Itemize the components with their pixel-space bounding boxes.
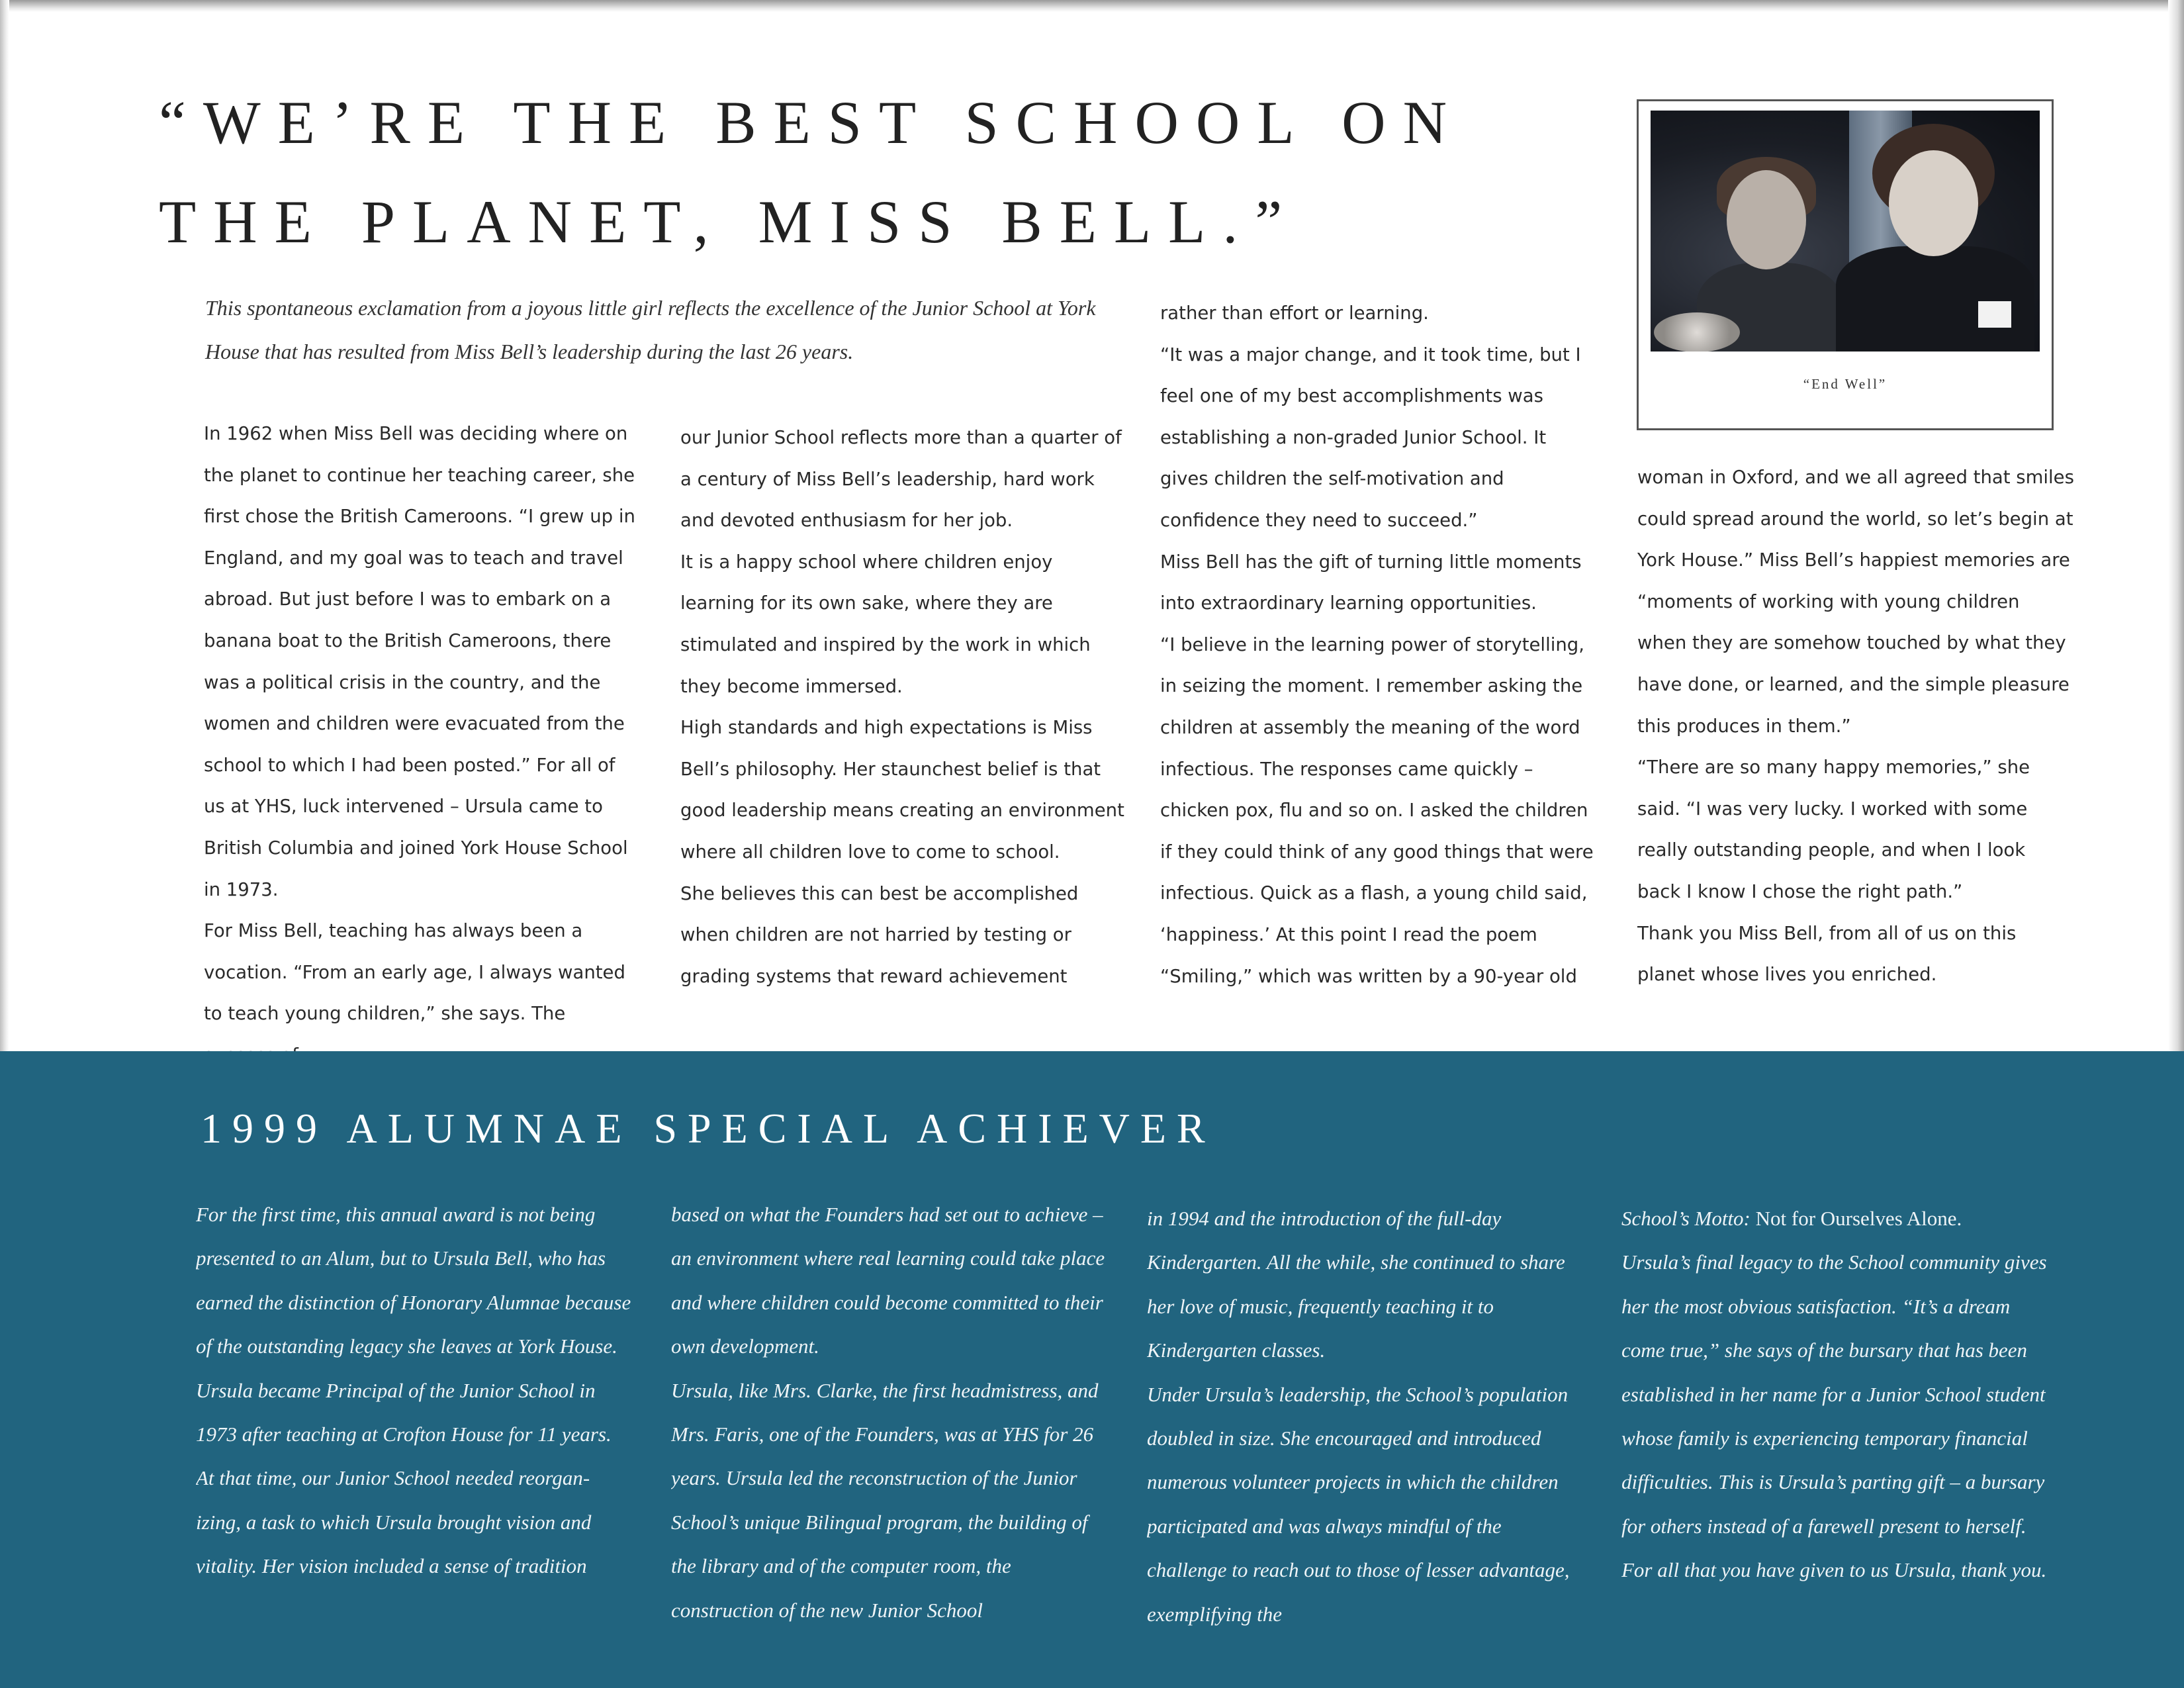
motto-label: School’s Motto: (1621, 1207, 1751, 1230)
achiever-column-3 (1147, 1197, 1584, 1636)
article-paragraph: Miss Bell has the gift of turning little moments into extraordinary learning opportunities. (1160, 551, 1582, 614)
achiever-paragraph: in 1994 and the introduction of the full-day Kindergarten. All the while, she continued to share her love of music, frequently teaching it to Kindergarten classes. (1147, 1207, 1565, 1362)
achiever-paragraph: based on what the Founders had set out to achieve – an environment where real learning could take place and where children could become committed to their own development. (671, 1203, 1105, 1358)
portrait-photo (1651, 111, 2040, 352)
flower-bouquet (1654, 312, 1740, 352)
achiever-paragraph: Under Ursula’s leadership, the School’s population doubled in size. She encouraged and introduced numerous volunteer projects in which the children participated and was always mindful of the challenge to reach out to those of lesser advantage, exemplifying the (1147, 1382, 1570, 1626)
article-column-2 (680, 417, 1130, 997)
photo-caption: “End Well” (1803, 376, 1888, 392)
article-paragraph: “It was a major change, and it took time, but I feel one of my best accomplishments was establishing a non-graded Junior School. It gives children the self-motivation and confidence they need to succeed.” (1160, 344, 1581, 531)
article-paragraph: Thank you Miss Bell, from all of us on this planet whose lives you enriched. (1637, 922, 2017, 986)
achiever-paragraph (1621, 1197, 2058, 1241)
achiever-paragraph: For the first time, this annual award is not being presented to an Alum, but to Ursula Bell, who has earned the distinction of Honorary Alumnae because of the outstanding legacy she leaves at York House. (196, 1203, 631, 1358)
article-paragraph: woman in Oxford, and we all agreed that smiles could spread around the world, so let’s begin at York House.” Miss Bell’s happiest memories are “moments of working with young children when they are somehow touched by what they have done, or learned, and the simple pleasure this produces in them.” (1637, 467, 2074, 737)
achiever-column-1 (196, 1193, 633, 1589)
headline-line-2: THE PLANET, MISS BELL.” (159, 188, 1300, 256)
photo-frame (1637, 99, 2054, 430)
achiever-paragraph: Ursula’s final legacy to the School community gives her the most obvious satisfaction. “It’s a dream come true,” she says of the bursary that has been established in her name for a Junior School student whose family is experiencing temporary financial difficulties. This is Ursula’s parting gift – a bursary for others instead of a farewell present to herself. For all that you have given to us Ursula, thank you. (1621, 1250, 2047, 1582)
name-badge (1978, 301, 2011, 328)
article-paragraph: For Miss Bell, teaching has always been a vocation. “From an early age, I always wanted to teach young children,” she says. The (204, 920, 625, 1025)
article-paragraph: She believes this can best be accomplished when children are not harried by testing or grading systems that reward achievement (680, 882, 1079, 987)
achiever-paragraph: Ursula became Principal of the Junior School in 1973 after teaching at Crofton House for 11 years. At that time, our Junior School needed reorgan-izing, a task to which Ursula brought vision and vitality. Her vision included a sense of tradition (196, 1378, 612, 1578)
article-paragraph: rather than effort or learning. (1160, 303, 1429, 324)
motto-text: Not for Ourselves Alone. (1755, 1207, 1962, 1230)
article-paragraph: High standards and high expectations is Miss Bell’s philosophy. Her staunchest belief is that good leadership means creating an environment where all children love to come to school. (680, 717, 1124, 863)
achiever-paragraph: Ursula, like Mrs. Clarke, the first headmistress, and Mrs. Faris, one of the Founders, was at YHS for 26 years. Ursula led the reconstruction of the Junior School’s unique Bilingual program, the building of the library and of the computer room, the construction of the new Junior School (671, 1378, 1099, 1622)
article-paragraph: In 1962 when Miss Bell was deciding where on the planet to continue her teaching career, she first chose the British Cameroons. “I grew up in England, and my goal was to teach and travel abroad. But just before I was to embark on a banana boat to the British Cameroons, there was a political crisis in the country, and the women and children were evacuated from the school to which I had been posted.” For all of us at YHS, luck intervened – Ursula came to British Columbia and joined York House School in 1973. (204, 423, 635, 900)
article-paragraph: our Junior School reflects more than a quarter of a century of Miss Bell’s leadership, hard work and devoted enthusiasm for her job. (680, 427, 1122, 532)
achiever-title: 1999 ALUMNAE SPECIAL ACHIEVER (201, 1105, 1216, 1152)
headline (159, 73, 1482, 271)
person-right-body (1836, 246, 2034, 352)
article-column-4 (1637, 457, 2074, 996)
achiever-column-4 (1621, 1197, 2058, 1593)
article-paragraph: “There are so many happy memories,” she said. “I was very lucky. I worked with some really outstanding people, and when I look back I know I chose the right path.” (1637, 757, 2030, 902)
page-edge-left (0, 0, 9, 1053)
article-column-3 (1160, 293, 1597, 997)
lead-paragraph: This spontaneous exclamation from a joyous little girl reflects the excellence of the Junior School at York House that has resulted from Miss Bell’s leadership during the last 26 years. (205, 296, 1096, 363)
achiever-column-2 (671, 1193, 1108, 1632)
page-edge-right (2168, 0, 2184, 1086)
person-left-head (1727, 170, 1806, 269)
article-paragraph: “I believe in the learning power of storytelling, in seizing the moment. I remember asking the children at assembly the meaning of the word infectious. The responses came quickly – chicken pox, flu and so on. I asked the children if they could think of any good things that were infectious. Quick as a flash, a young child said, ‘happiness.’ At this point I read the poem “Smiling,” which was written by a 90-year old (1160, 633, 1594, 987)
article-paragraph: It is a happy school where children enjoy learning for its own sake, where they are stimulated and inspired by the work in which they become immersed. (680, 551, 1091, 697)
article-column-1 (204, 413, 641, 1076)
person-right-head (1889, 150, 1978, 256)
headline-line-1: “WE’RE THE BEST SCHOOL ON (159, 89, 1465, 156)
page-edge-top (0, 0, 2184, 12)
